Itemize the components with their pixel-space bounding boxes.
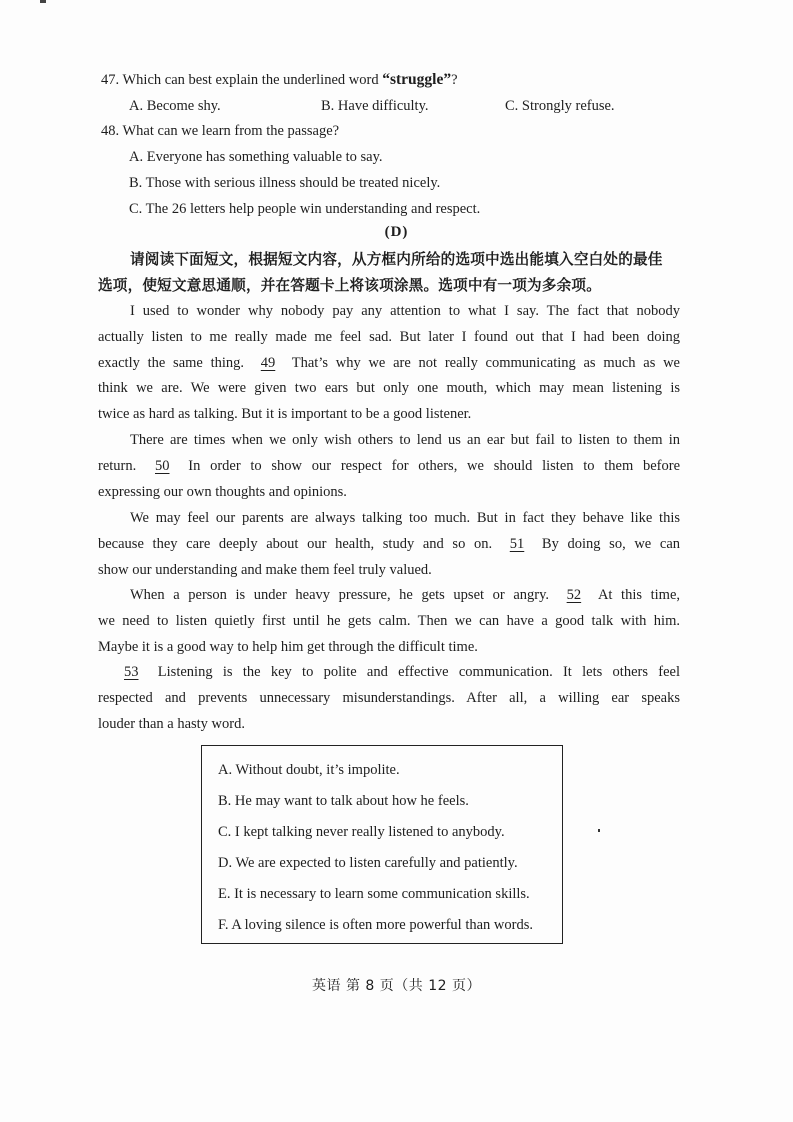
option-box xyxy=(201,745,563,944)
paragraph-1-text: That’s why we are not really communicating as much as we xyxy=(291,354,680,371)
paragraph-5-line: respected and prevents unnecessary misunderstandings. After all, a willing ear speaks xyxy=(98,689,680,706)
paragraph-1 xyxy=(98,299,680,428)
option-d: D. We are expected to listen carefully and patiently. xyxy=(218,855,518,871)
paragraph-3-line: We may feel our parents are always talking too much. But in fact they behave like this xyxy=(130,510,680,526)
question-48-option-b: B. Those with serious illness should be treated nicely. xyxy=(129,175,441,191)
paragraph-2-text: return. xyxy=(98,457,137,474)
paragraph-4-line xyxy=(98,583,680,609)
paragraph-2-line: There are times when we only wish others to lend us an ear but fail to listen to them in xyxy=(130,432,680,448)
paragraph-5-line xyxy=(98,660,680,686)
option-a: A. Without doubt, it’s impolite. xyxy=(218,762,400,778)
paragraph-2-text: In order to show our respect for others, we should listen to them before xyxy=(188,457,681,474)
paragraph-4 xyxy=(98,583,680,660)
paragraph-4-line: Maybe it is a good way to help him get through the difficult time. xyxy=(98,638,478,655)
paragraph-1-line xyxy=(98,351,680,377)
question-47-option-c: C. Strongly refuse. xyxy=(505,98,615,114)
paragraph-4-line: we need to listen quietly first until he gets calm. Then we can have a good talk with him. xyxy=(98,612,680,629)
stray-dot xyxy=(598,829,600,832)
paragraph-3-text: By doing so, we can xyxy=(541,535,681,552)
option-c: C. I kept talking never really listened to anybody. xyxy=(218,824,505,840)
blank-51: 51 xyxy=(509,535,525,552)
instruction-line-1: 请阅读下面短文，根据短文内容，从方框内所给的选项中选出能填入空白处的最佳 xyxy=(130,251,663,268)
page-footer: 英语 第 8 页（共 12 页） xyxy=(312,978,481,994)
paragraph-4-text: At this time, xyxy=(597,587,681,603)
instruction-line-2: 选项，使短文意思通顺，并在答题卡上将该项涂黑。选项中有一项为多余项。 xyxy=(98,277,601,294)
paragraph-3-line xyxy=(98,532,680,558)
question-47-stem-end: ? xyxy=(451,72,458,88)
option-b: B. He may want to talk about how he feels. xyxy=(218,793,469,809)
question-48-option-a: A. Everyone has something valuable to say. xyxy=(129,149,383,165)
section-title: (D) xyxy=(384,224,409,240)
paragraph-1-line: I used to wonder why nobody pay any attention to what I say. The fact that nobody xyxy=(130,303,680,319)
paragraph-3-line: show our understanding and make them feel truly valued. xyxy=(98,561,432,578)
paragraph-5-line: louder than a hasty word. xyxy=(98,715,245,732)
blank-49: 49 xyxy=(260,354,276,371)
paragraph-1-text: exactly the same thing. xyxy=(98,354,245,371)
paragraph-3-text: because they care deeply about our health, study and so on. xyxy=(98,535,493,552)
question-47-option-a: A. Become shy. xyxy=(129,98,221,114)
question-47-stem-text: 47. Which can best explain the underlined word xyxy=(101,72,383,88)
paragraph-1-line: actually listen to me really made me feel sad. But later I found out that I had been doing xyxy=(98,328,680,345)
paragraph-5 xyxy=(98,660,680,737)
question-48-option-c: C. The 26 letters help people win understanding and respect. xyxy=(129,201,481,217)
question-48-stem: 48. What can we learn from the passage? xyxy=(101,123,340,139)
scan-mark xyxy=(40,0,46,3)
paragraph-4-text: When a person is under heavy pressure, he gets upset or angry. xyxy=(130,587,550,603)
paragraph-3 xyxy=(98,506,680,583)
paragraph-2-line: expressing our own thoughts and opinions. xyxy=(98,483,347,500)
question-47-option-b: B. Have difficulty. xyxy=(321,98,429,114)
option-f: F. A loving silence is often more powerful than words. xyxy=(218,917,533,933)
question-47-stem xyxy=(101,70,458,90)
paragraph-1-line: twice as hard as talking. But it is important to be a good listener. xyxy=(98,406,472,423)
paragraph-2 xyxy=(98,428,680,505)
blank-53: 53 xyxy=(124,664,139,680)
blank-52: 52 xyxy=(566,587,582,603)
blank-50: 50 xyxy=(155,457,170,474)
paragraph-2-line xyxy=(98,454,680,480)
question-47-keyword: “struggle” xyxy=(382,71,452,88)
option-e: E. It is necessary to learn some communication skills. xyxy=(218,886,530,902)
paragraph-1-line: think we are. We were given two ears but only one mouth, which may mean listening is xyxy=(98,380,680,397)
paragraph-5-text: Listening is the key to polite and effective communication. It lets others feel xyxy=(157,664,681,680)
